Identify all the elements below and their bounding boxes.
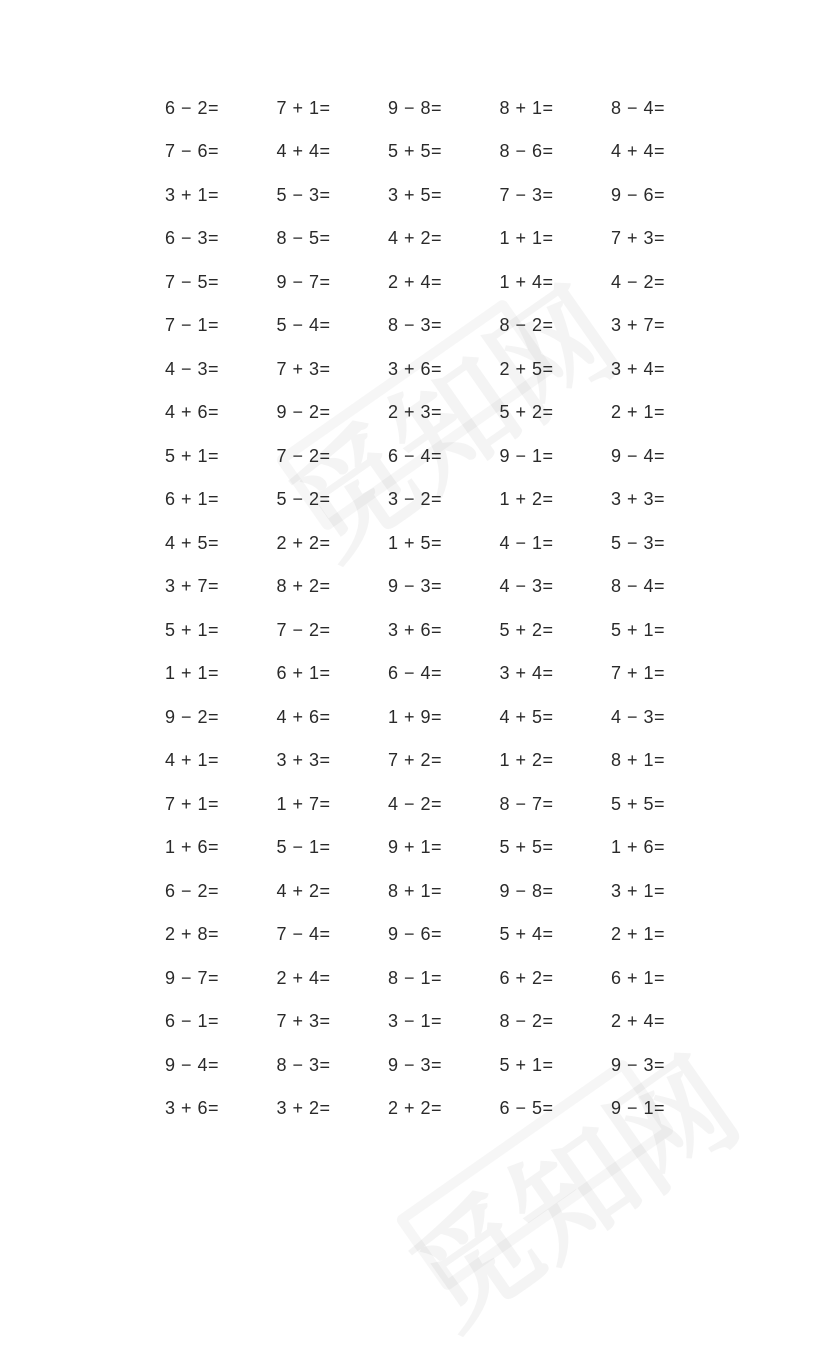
arithmetic-problem: 4 − 3=: [165, 358, 220, 379]
arithmetic-problem: 7 + 1=: [165, 793, 220, 814]
arithmetic-problem: 7 − 4=: [276, 924, 331, 945]
arithmetic-problem: 9 − 1=: [611, 1098, 666, 1119]
arithmetic-problem: 9 − 8=: [499, 880, 554, 901]
arithmetic-problem: 8 − 4=: [611, 576, 666, 597]
arithmetic-problem: 2 + 1=: [611, 924, 666, 945]
arithmetic-problem: 2 + 4=: [276, 967, 331, 988]
arithmetic-problem: 1 + 5=: [388, 532, 443, 553]
arithmetic-problem: 3 + 3=: [611, 489, 666, 510]
arithmetic-problem: 8 − 4=: [611, 97, 666, 118]
arithmetic-problem: 7 − 2=: [276, 619, 331, 640]
arithmetic-problem: 9 − 6=: [388, 924, 443, 945]
arithmetic-problem: 7 + 3=: [276, 358, 331, 379]
arithmetic-problem: 5 + 5=: [499, 837, 554, 858]
arithmetic-problem: 4 + 2=: [276, 880, 331, 901]
arithmetic-problem: 3 + 3=: [276, 750, 331, 771]
arithmetic-problem: 4 − 2=: [388, 793, 443, 814]
arithmetic-problem: 6 − 2=: [165, 97, 220, 118]
arithmetic-problem: 9 − 3=: [388, 1054, 443, 1075]
arithmetic-problem: 8 − 7=: [499, 793, 554, 814]
arithmetic-problem: 9 − 1=: [499, 445, 554, 466]
arithmetic-problem: 2 + 2=: [388, 1098, 443, 1119]
arithmetic-problem: 1 + 2=: [499, 750, 554, 771]
arithmetic-problem: 5 + 4=: [499, 924, 554, 945]
arithmetic-problem: 4 + 6=: [165, 402, 220, 423]
arithmetic-problem: 5 + 1=: [499, 1054, 554, 1075]
arithmetic-problem: 9 − 3=: [388, 576, 443, 597]
arithmetic-problem: 5 + 5=: [611, 793, 666, 814]
arithmetic-problem: 7 + 2=: [388, 750, 443, 771]
arithmetic-problem: 1 + 6=: [611, 837, 666, 858]
arithmetic-problem: 5 + 1=: [165, 619, 220, 640]
arithmetic-problem: 8 + 2=: [276, 576, 331, 597]
arithmetic-problem: 8 − 2=: [499, 1011, 554, 1032]
arithmetic-problem: 8 − 3=: [276, 1054, 331, 1075]
arithmetic-problem: 3 + 7=: [165, 576, 220, 597]
arithmetic-problem: 6 + 2=: [499, 967, 554, 988]
arithmetic-problem: 4 + 4=: [276, 141, 331, 162]
arithmetic-problem: 4 − 1=: [499, 532, 554, 553]
arithmetic-problem: 4 + 6=: [276, 706, 331, 727]
arithmetic-problem: 5 + 5=: [388, 141, 443, 162]
arithmetic-problem: 5 − 3=: [611, 532, 666, 553]
arithmetic-problem: 8 − 3=: [388, 315, 443, 336]
arithmetic-problem: 3 + 4=: [611, 358, 666, 379]
arithmetic-problem: 5 − 2=: [276, 489, 331, 510]
arithmetic-problem: 3 + 1=: [611, 880, 666, 901]
arithmetic-problem: 4 + 5=: [499, 706, 554, 727]
arithmetic-problem: 6 − 3=: [165, 228, 220, 249]
arithmetic-problem: 5 − 1=: [276, 837, 331, 858]
arithmetic-problem: 6 + 1=: [165, 489, 220, 510]
arithmetic-problem: 2 + 4=: [388, 271, 443, 292]
arithmetic-problem: 1 + 4=: [499, 271, 554, 292]
arithmetic-problem: 9 − 2=: [276, 402, 331, 423]
arithmetic-problem: 5 + 2=: [499, 619, 554, 640]
arithmetic-problem: 9 − 7=: [165, 967, 220, 988]
arithmetic-problem: 6 − 4=: [388, 663, 443, 684]
arithmetic-problem: 2 + 4=: [611, 1011, 666, 1032]
arithmetic-problem: 6 − 2=: [165, 880, 220, 901]
arithmetic-problem: 8 − 1=: [388, 967, 443, 988]
arithmetic-problem: 5 + 2=: [499, 402, 554, 423]
arithmetic-problem: 3 + 4=: [499, 663, 554, 684]
arithmetic-problem: 4 + 5=: [165, 532, 220, 553]
arithmetic-problem: 7 + 1=: [276, 97, 331, 118]
arithmetic-problem: 2 + 8=: [165, 924, 220, 945]
arithmetic-problem: 9 − 4=: [165, 1054, 220, 1075]
arithmetic-problem: 4 − 2=: [611, 271, 666, 292]
arithmetic-problem: 9 − 8=: [388, 97, 443, 118]
arithmetic-problem: 3 + 6=: [165, 1098, 220, 1119]
arithmetic-problem: 4 − 3=: [499, 576, 554, 597]
arithmetic-problem: 9 + 1=: [388, 837, 443, 858]
arithmetic-problem: 1 + 1=: [499, 228, 554, 249]
arithmetic-problem: 8 − 5=: [276, 228, 331, 249]
arithmetic-problem: 1 + 1=: [165, 663, 220, 684]
arithmetic-problem: 6 + 1=: [611, 967, 666, 988]
arithmetic-problem: 7 + 3=: [611, 228, 666, 249]
arithmetic-problem: 3 − 2=: [388, 489, 443, 510]
arithmetic-problem: 2 + 2=: [276, 532, 331, 553]
arithmetic-problem: 1 + 9=: [388, 706, 443, 727]
arithmetic-problem: 7 − 6=: [165, 141, 220, 162]
arithmetic-problem: 3 + 1=: [165, 184, 220, 205]
arithmetic-problem: 4 + 4=: [611, 141, 666, 162]
arithmetic-problem: 2 + 5=: [499, 358, 554, 379]
arithmetic-problem: 9 − 6=: [611, 184, 666, 205]
arithmetic-problem: 3 + 6=: [388, 358, 443, 379]
arithmetic-problem: 6 + 1=: [276, 663, 331, 684]
arithmetic-problem-grid: [165, 86, 725, 1130]
arithmetic-problem: 6 − 4=: [388, 445, 443, 466]
arithmetic-problem: 8 + 1=: [388, 880, 443, 901]
arithmetic-problem: 8 − 6=: [499, 141, 554, 162]
arithmetic-problem: 9 − 3=: [611, 1054, 666, 1075]
arithmetic-problem: 4 − 3=: [611, 706, 666, 727]
arithmetic-problem: 5 + 1=: [611, 619, 666, 640]
arithmetic-problem: 2 + 3=: [388, 402, 443, 423]
arithmetic-problem: 9 − 4=: [611, 445, 666, 466]
arithmetic-problem: 9 − 2=: [165, 706, 220, 727]
arithmetic-problem: 3 + 7=: [611, 315, 666, 336]
arithmetic-problem: 4 + 2=: [388, 228, 443, 249]
arithmetic-problem: 3 + 6=: [388, 619, 443, 640]
arithmetic-problem: 9 − 7=: [276, 271, 331, 292]
arithmetic-problem: 8 − 2=: [499, 315, 554, 336]
arithmetic-problem: 7 + 3=: [276, 1011, 331, 1032]
arithmetic-problem: 3 − 1=: [388, 1011, 443, 1032]
arithmetic-problem: 7 − 5=: [165, 271, 220, 292]
arithmetic-problem: 6 − 1=: [165, 1011, 220, 1032]
arithmetic-problem: 7 + 1=: [611, 663, 666, 684]
arithmetic-problem: 1 + 2=: [499, 489, 554, 510]
arithmetic-problem: 8 + 1=: [499, 97, 554, 118]
arithmetic-problem: 8 + 1=: [611, 750, 666, 771]
arithmetic-problem: 7 − 3=: [499, 184, 554, 205]
arithmetic-problem: 3 + 2=: [276, 1098, 331, 1119]
arithmetic-problem: 1 + 6=: [165, 837, 220, 858]
arithmetic-problem: 6 − 5=: [499, 1098, 554, 1119]
arithmetic-problem: 3 + 5=: [388, 184, 443, 205]
arithmetic-problem: 7 − 2=: [276, 445, 331, 466]
arithmetic-problem: 4 + 1=: [165, 750, 220, 771]
arithmetic-problem: 5 − 4=: [276, 315, 331, 336]
arithmetic-problem: 5 − 3=: [276, 184, 331, 205]
arithmetic-problem: 5 + 1=: [165, 445, 220, 466]
arithmetic-problem: 1 + 7=: [276, 793, 331, 814]
arithmetic-problem: 2 + 1=: [611, 402, 666, 423]
arithmetic-problem: 7 − 1=: [165, 315, 220, 336]
